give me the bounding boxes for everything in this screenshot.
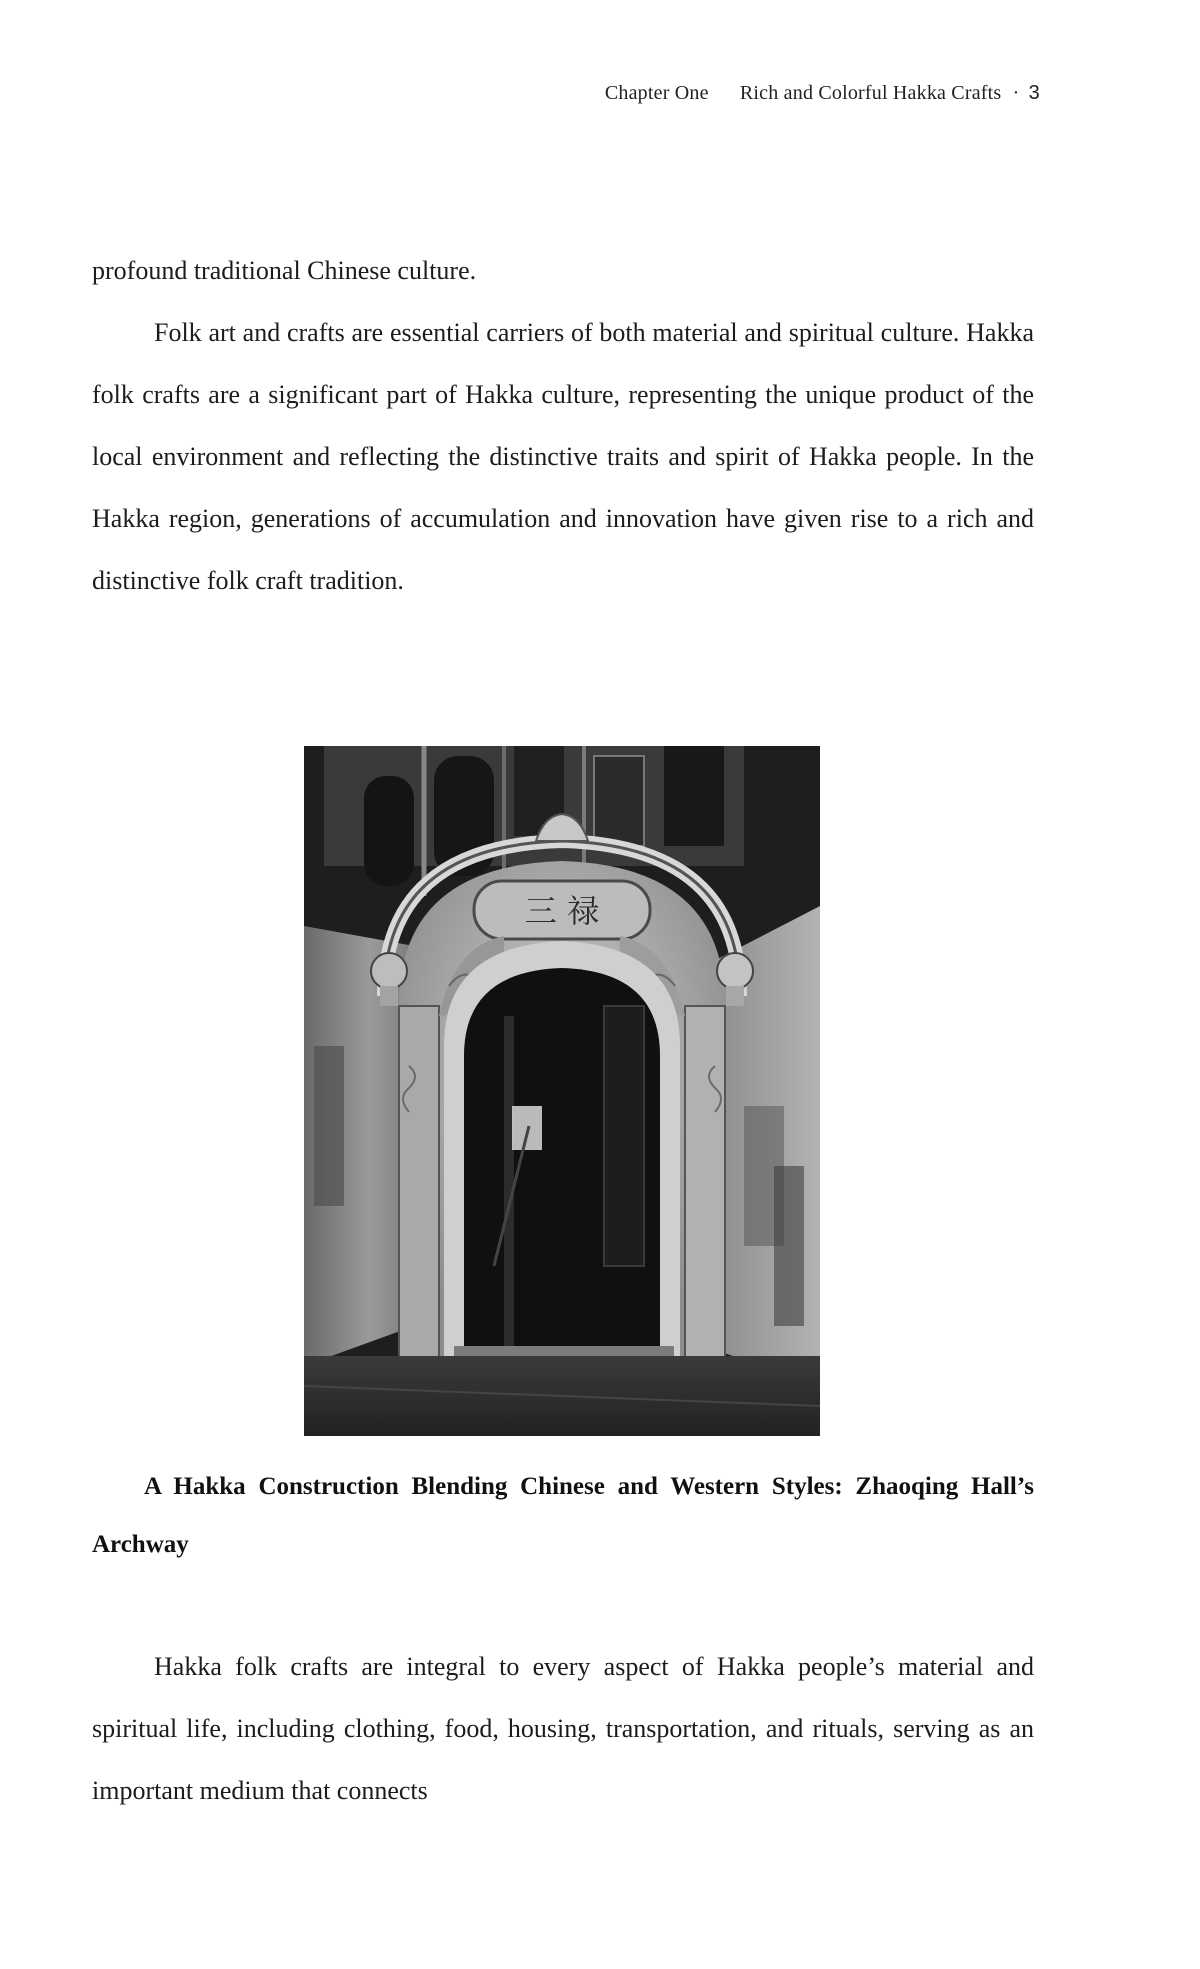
archway-photo — [304, 746, 820, 1436]
archway-inscription: 三 禄 — [524, 892, 600, 930]
chapter-title: Rich and Colorful Hakka Crafts — [739, 82, 1002, 104]
header-separator: · — [1012, 82, 1020, 104]
paragraph-continuation: profound traditional Chinese culture. — [92, 256, 477, 285]
paragraph-integral: Hakka folk crafts are integral to every aspect of Hakka people’s material and spiritual life, including clothing, food, housing, transportation, and rituals, serving as an important medium that connects — [92, 1652, 1034, 1805]
page-number: 3 — [1028, 82, 1040, 104]
caption-text: A Hakka Construction Blending Chinese and Western Styles: Zhaoqing Hall’s Archway — [92, 1473, 1034, 1558]
paragraph-folk-art: Folk art and crafts are essential carriers of both material and spiritual culture. Hakka folk crafts are a significant part of Hakka culture, representing the unique product of the local environment and reflecting the distinctive traits and spirit of Hakka people. In the Hakka region, generations of accumulation and innovation have given rise to a rich and distinctive folk craft tradition. — [92, 318, 1034, 595]
chapter-label: Chapter One — [604, 82, 709, 104]
figure-caption — [92, 1458, 1034, 1574]
body-text-top — [92, 240, 1034, 612]
running-header — [605, 82, 1040, 105]
body-text-bottom — [92, 1636, 1034, 1822]
archway-photo-graphic — [304, 746, 820, 1436]
